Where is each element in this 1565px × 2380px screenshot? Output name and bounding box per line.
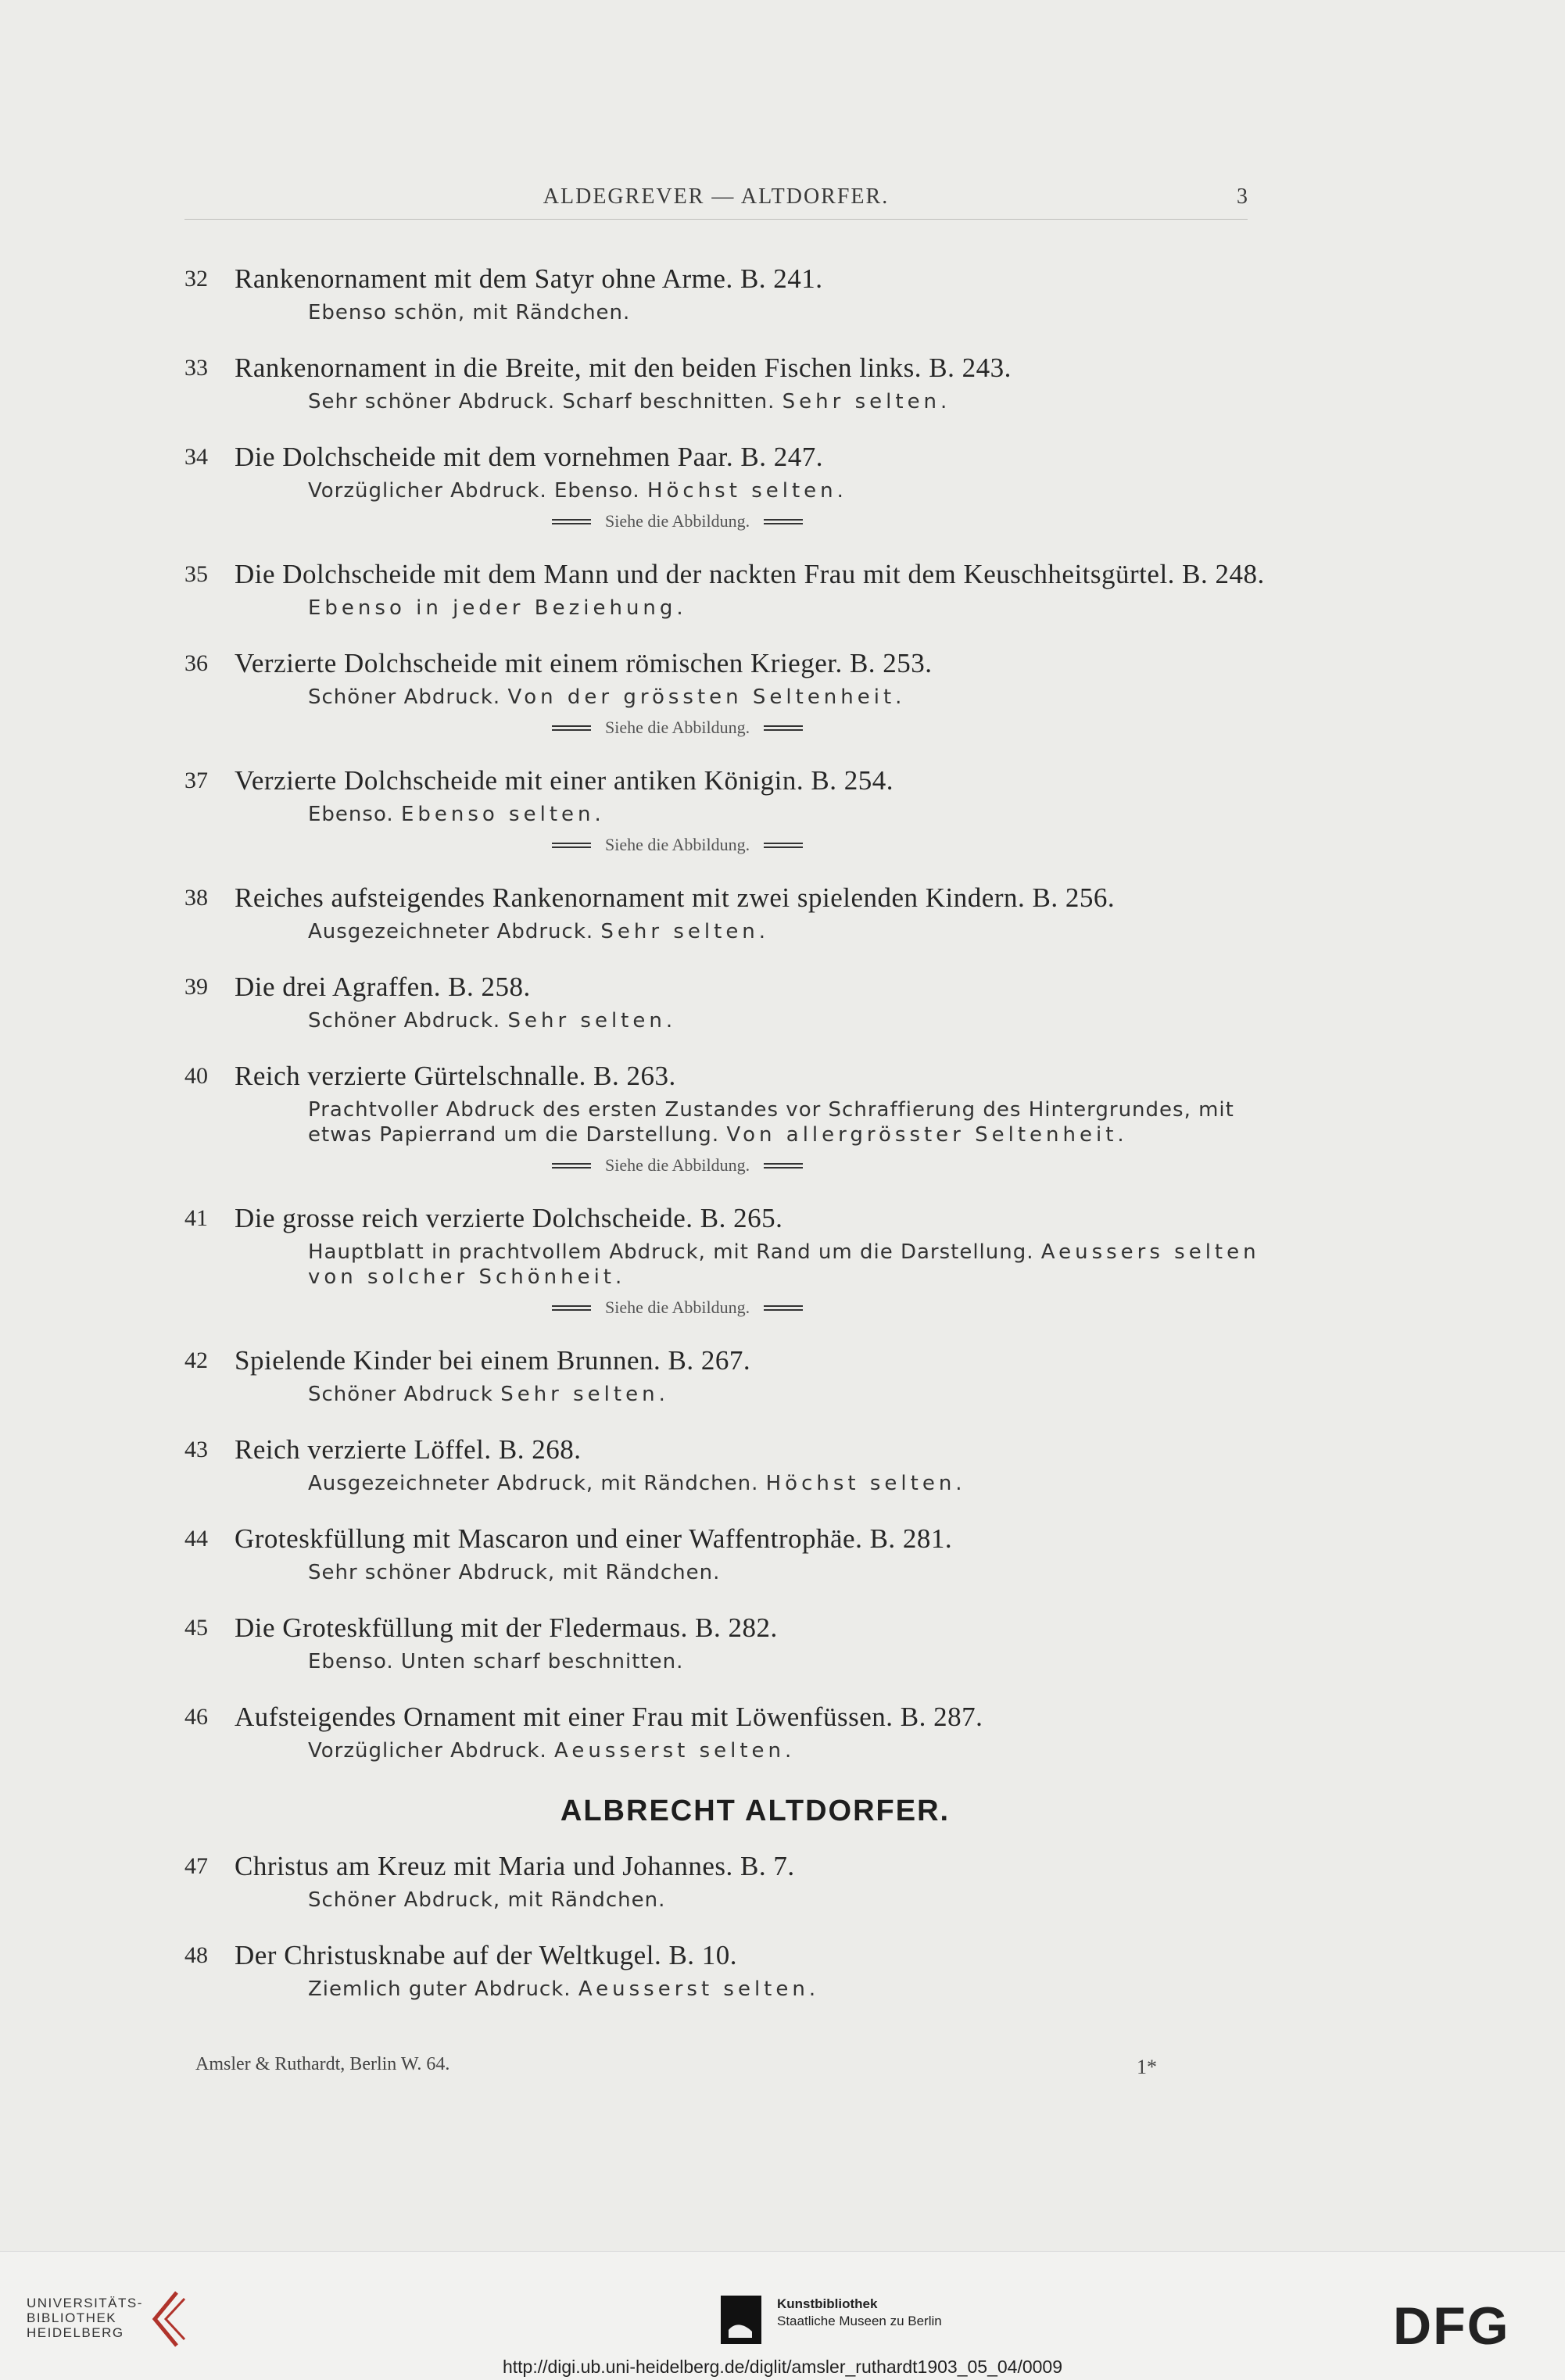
entry-number: 48 — [184, 1942, 208, 1968]
kunstbibliothek-logo-icon — [718, 2292, 765, 2347]
entry-description — [308, 1471, 1279, 1496]
entry-title: Groteskfüllung mit Mascaron und einer Waffentrophäe. B. 281. — [235, 1523, 953, 1554]
rarity-note: Ebenso in jeder Beziehung. — [308, 596, 687, 620]
entry-title: Aufsteigendes Ornament mit einer Frau mit Löwenfüssen. B. 287. — [235, 1702, 983, 1732]
entry-description — [308, 1008, 1279, 1033]
running-header — [184, 184, 1248, 220]
kunstbibliothek-name: Kunstbibliothek Staatliche Museen zu Berlin — [777, 2296, 942, 2328]
description-text: Ausgezeichneter Abdruck. — [308, 920, 594, 943]
description-text: Schöner Abdruck. — [308, 685, 501, 709]
description-text: Prachtvoller Abdruck des ersten Zustandes vor Schraffierung des Hintergrundes, mit etwas Papierrand um die Darstellung. — [308, 1098, 1234, 1147]
entry-number: 44 — [184, 1526, 208, 1551]
entry-number: 45 — [184, 1615, 208, 1641]
entry-number: 41 — [184, 1205, 208, 1231]
catalog-entry — [184, 971, 1279, 1033]
entry-description — [308, 1977, 1279, 2002]
entry-description — [308, 1560, 1279, 1585]
description-text: Schöner Abdruck. — [308, 1009, 501, 1033]
entry-number: 46 — [184, 1704, 208, 1730]
entry-number: 35 — [184, 561, 208, 587]
entry-number: 47 — [184, 1853, 208, 1879]
description-text: Sehr schöner Abdruck, mit Rändchen. — [308, 1561, 721, 1584]
entry-number: 40 — [184, 1063, 208, 1089]
rarity-note: Von der grössten Seltenheit. — [507, 685, 906, 709]
digitization-bar — [0, 2251, 1565, 2380]
description-text: Ziemlich guter Abdruck. — [308, 1977, 571, 2001]
double-rule — [552, 519, 591, 524]
entry-number: 39 — [184, 974, 208, 1000]
entry-number: 42 — [184, 1347, 208, 1373]
double-rule — [764, 1305, 803, 1311]
catalog-entry — [184, 647, 1279, 738]
see-illustration-note — [552, 1155, 1279, 1176]
description-text: Ebenso. Unten scharf beschnitten. — [308, 1650, 684, 1673]
entry-title: Die Groteskfüllung mit der Fledermaus. B. 282. — [235, 1612, 778, 1643]
entry-title: Die Dolchscheide mit dem vornehmen Paar. B. 247. — [235, 442, 824, 472]
entry-number: 33 — [184, 355, 208, 381]
rarity-note: Sehr selten. — [600, 920, 770, 943]
description-text: Schöner Abdruck, mit Rändchen. — [308, 1888, 666, 1912]
see-illustration-label: Siehe die Abbildung. — [605, 1155, 750, 1175]
catalog-entry — [184, 882, 1279, 944]
catalog-entry — [184, 1060, 1279, 1176]
catalog-entry — [184, 352, 1279, 414]
entry-title: Rankenornament in die Breite, mit den beiden Fischen links. B. 243. — [235, 353, 1012, 383]
see-illustration-label: Siehe die Abbildung. — [605, 718, 750, 737]
entry-title: Die drei Agraffen. B. 258. — [235, 972, 531, 1002]
catalog-entry — [184, 263, 1279, 325]
see-illustration-note — [552, 718, 1279, 738]
rarity-note: Höchst selten. — [765, 1472, 966, 1495]
section-heading: ALBRECHT ALTDORFER. — [560, 1795, 951, 1827]
catalog-entry — [184, 1523, 1279, 1585]
description-text: Vorzüglicher Abdruck. — [308, 1739, 547, 1763]
entry-description — [308, 478, 1279, 503]
entry-description — [308, 1097, 1279, 1147]
description-text: Sehr schöner Abdruck. Scharf beschnitten. — [308, 390, 775, 413]
rarity-note: Von allergrösster Seltenheit. — [726, 1123, 1128, 1147]
entry-list — [184, 263, 1279, 2028]
see-illustration-note — [552, 1297, 1279, 1318]
catalog-entry — [184, 1202, 1279, 1318]
entry-number: 36 — [184, 650, 208, 676]
description-text: Ebenso. — [308, 803, 394, 826]
double-rule — [552, 843, 591, 848]
entry-description — [308, 685, 1279, 710]
catalog-entry — [184, 441, 1279, 531]
double-rule — [552, 1163, 591, 1169]
description-text: Ebenso schön, mit Rändchen. — [308, 301, 631, 324]
entry-description — [308, 596, 1279, 621]
catalog-entry — [184, 1701, 1279, 1763]
rarity-note: Aeusserst selten. — [578, 1977, 820, 2001]
entry-description — [308, 802, 1279, 827]
entry-number: 32 — [184, 266, 208, 292]
entry-description — [308, 1888, 1279, 1913]
entry-description — [308, 389, 1279, 414]
entry-description — [308, 1738, 1279, 1763]
entry-description — [308, 300, 1279, 325]
double-rule — [764, 725, 803, 731]
rarity-note: Sehr selten. — [507, 1009, 677, 1033]
double-rule — [764, 1163, 803, 1169]
header-title: ALDEGREVER — ALTDORFER. — [543, 184, 890, 209]
entry-description — [308, 1649, 1279, 1674]
double-rule — [764, 519, 803, 524]
rarity-note: Höchst selten. — [646, 479, 847, 503]
university-logo-icon — [145, 2288, 192, 2350]
description-text: Hauptblatt in prachtvollem Abdruck, mit Rand um die Darstellung. — [308, 1240, 1034, 1264]
entry-title: Spielende Kinder bei einem Brunnen. B. 267. — [235, 1345, 751, 1376]
permalink-url[interactable]: http://digi.ub.uni-heidelberg.de/diglit/amsler_ruthardt1903_05_04/0009 — [502, 2357, 1063, 2377]
rarity-note: Aeussers selten von solcher Schönheit. — [308, 1240, 1260, 1289]
see-illustration-note — [552, 835, 1279, 855]
catalog-entry — [184, 764, 1279, 855]
entry-number: 43 — [184, 1437, 208, 1462]
catalog-entry — [184, 558, 1279, 621]
entry-description — [308, 1382, 1279, 1407]
see-illustration-label: Siehe die Abbildung. — [605, 835, 750, 854]
entry-title: Verzierte Dolchscheide mit einer antiken Königin. B. 254. — [235, 765, 894, 796]
see-illustration-note — [552, 511, 1279, 531]
entry-number: 34 — [184, 444, 208, 470]
see-illustration-label: Siehe die Abbildung. — [605, 1297, 750, 1317]
catalog-entry — [184, 1344, 1279, 1407]
rarity-note: Sehr selten. — [500, 1383, 669, 1406]
printer-imprint: Amsler & Ruthardt, Berlin W. 64. — [195, 2054, 450, 2074]
double-rule — [552, 1305, 591, 1311]
catalog-entry — [184, 1939, 1279, 2002]
entry-description — [308, 919, 1279, 944]
double-rule — [552, 725, 591, 731]
entry-title: Reich verzierte Löffel. B. 268. — [235, 1434, 582, 1465]
university-library-name: UNIVERSITÄTS- BIBLIOTHEK HEIDELBERG — [27, 2296, 143, 2340]
catalog-entry — [184, 1850, 1279, 1913]
entry-title: Die Dolchscheide mit dem Mann und der nackten Frau mit dem Keuschheitsgürtel. B. 248. — [235, 559, 1265, 589]
description-text: Ausgezeichneter Abdruck, mit Rändchen. — [308, 1472, 759, 1495]
entry-number: 38 — [184, 885, 208, 911]
entry-title: Die grosse reich verzierte Dolchscheide. B. 265. — [235, 1203, 783, 1233]
double-rule — [764, 843, 803, 848]
description-text: Schöner Abdruck — [308, 1383, 493, 1406]
entry-title: Reiches aufsteigendes Rankenornament mit zwei spielenden Kindern. B. 256. — [235, 882, 1116, 913]
entry-description — [308, 1240, 1279, 1290]
entry-number: 37 — [184, 768, 208, 793]
entry-title: Christus am Kreuz mit Maria und Johannes. B. 7. — [235, 1851, 795, 1881]
catalog-entry — [184, 1612, 1279, 1674]
dfg-logo: DFG — [1393, 2296, 1510, 2356]
see-illustration-label: Siehe die Abbildung. — [605, 511, 750, 531]
entry-title: Rankenornament mit dem Satyr ohne Arme. B. 241. — [235, 263, 823, 294]
entry-title: Reich verzierte Gürtelschnalle. B. 263. — [235, 1061, 676, 1091]
description-text: Vorzüglicher Abdruck. Ebenso. — [308, 479, 640, 503]
page-number: 3 — [1237, 184, 1248, 209]
signature-mark: 1* — [1137, 2056, 1157, 2078]
rarity-note: Aeusserst selten. — [554, 1739, 796, 1763]
entry-title: Verzierte Dolchscheide mit einem römischen Krieger. B. 253. — [235, 648, 933, 678]
entry-title: Der Christusknabe auf der Weltkugel. B. 10. — [235, 1940, 738, 1970]
rarity-note: Sehr selten. — [782, 390, 951, 413]
rarity-note: Ebenso selten. — [400, 803, 605, 826]
catalog-entry — [184, 1433, 1279, 1496]
